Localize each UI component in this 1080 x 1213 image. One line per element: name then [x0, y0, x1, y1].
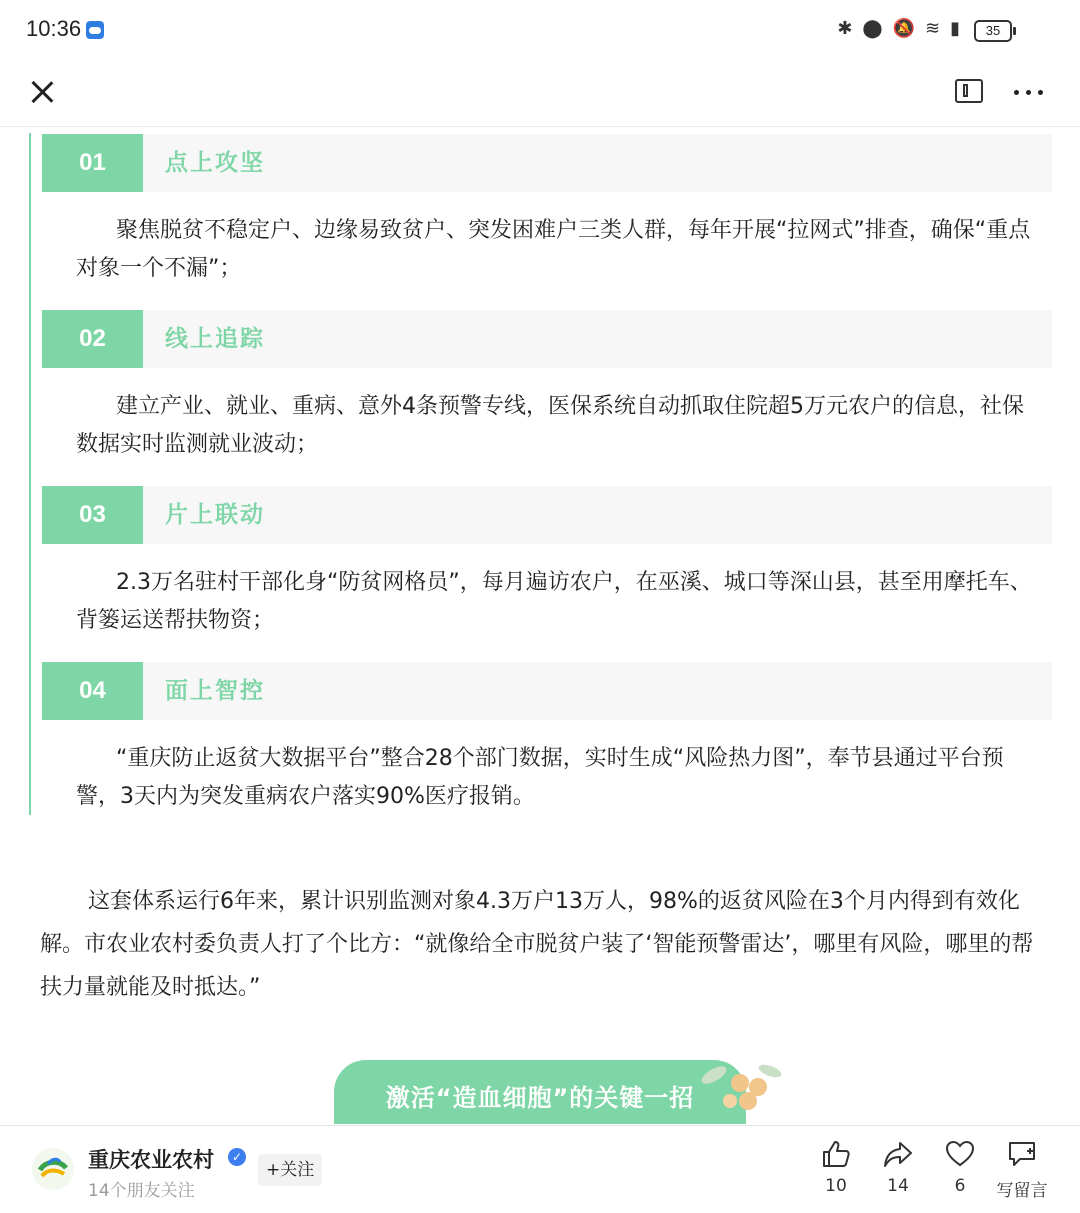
system-icons: [837, 18, 960, 39]
section-divider-line: [29, 133, 31, 815]
section-2: [42, 310, 1052, 457]
friends-following: 14个朋友关注: [88, 1181, 195, 1201]
section-header: [42, 486, 1052, 544]
section-body: 建立产业、就业、重病、意外4条预警专线，医保系统自动抓取住院超5万元农户的信息，社保数据实时监测就业波动；: [76, 394, 1024, 457]
summary-paragraph: 这套体系运行6年来，累计识别监测对象4.3万户13万人，98%的返贫风险在3个月内得到有效化解。市农业农村委负责人打了个比方：“就像给全市脱贫户装了‘智能预警雷达’，哪里有风险，哪里的帮扶力量就能及时抵达。”: [40, 889, 1034, 1000]
bluetooth-icon: ✱: [837, 18, 853, 39]
favorite-count: 6: [954, 1176, 966, 1196]
share-button[interactable]: [868, 1138, 928, 1196]
banner-title: 激活“造血细胞”的关键一招: [385, 1084, 695, 1112]
mute-icon: 🔕: [892, 18, 915, 39]
section-number: 03: [42, 486, 143, 544]
section-header: [42, 134, 1052, 192]
more-options-icon[interactable]: [1012, 82, 1046, 102]
section-3: [42, 486, 1052, 633]
top-bar: [0, 62, 1080, 127]
status-time: 10:36: [26, 16, 82, 41]
section-number: 02: [42, 310, 143, 368]
bottom-bar: [0, 1125, 1080, 1213]
section-body: 聚焦脱贫不稳定户、边缘易致贫户、突发困难户三类人群，每年开展“拉网式”排查，确保“重点对象一个不漏”；: [76, 218, 1031, 281]
section-number: 04: [42, 662, 143, 720]
thumbs-up-icon: [820, 1138, 852, 1170]
section-header: [42, 662, 1052, 720]
section-title: 片上联动: [165, 502, 265, 528]
loquat-decoration-icon: [700, 1057, 790, 1117]
section-body: “重庆防止返贫大数据平台”整合28个部门数据，实时生成“风险热力图”，奉节县通过平台预警，3天内为突发重病农户落实90%医疗报销。: [76, 746, 1004, 809]
section-title: 线上追踪: [165, 326, 265, 352]
section-number: 01: [42, 134, 143, 192]
section-4: [42, 662, 1052, 809]
section-body: 2.3万名驻村干部化身“防贫网格员”，每月遍访农户，在巫溪、城口等深山县，甚至用摩托车、背篓运送帮扶物资；: [76, 570, 1032, 633]
subheading-banner: [334, 1060, 746, 1124]
wifi-icon: ≋: [925, 18, 941, 39]
section-header: [42, 310, 1052, 368]
share-count: 14: [887, 1176, 909, 1196]
battery-level: 35: [985, 23, 1001, 38]
reader-mode-icon[interactable]: [955, 79, 983, 103]
follow-button[interactable]: +关注: [258, 1154, 322, 1186]
cloud-notification-icon: [86, 21, 104, 39]
like-button[interactable]: [806, 1138, 866, 1196]
account-logo-icon[interactable]: [32, 1148, 74, 1190]
section-1: [42, 134, 1052, 281]
comment-label: 写留言: [996, 1181, 1048, 1201]
favorite-button[interactable]: [930, 1138, 990, 1196]
status-bar: [0, 0, 1080, 62]
share-arrow-icon: [882, 1138, 914, 1170]
account-name[interactable]: 重庆农业农村: [88, 1148, 214, 1172]
section-title: 面上智控: [165, 678, 265, 704]
comment-icon: [1006, 1138, 1038, 1170]
battery-icon: [974, 20, 1012, 42]
signal-icon: ▮: [950, 18, 960, 39]
close-icon[interactable]: [26, 76, 58, 108]
section-title: 点上攻坚: [165, 150, 265, 176]
heart-icon: [944, 1138, 976, 1170]
comment-button[interactable]: [992, 1138, 1052, 1201]
article-content: [0, 127, 1080, 1125]
location-icon: ⬤: [862, 18, 883, 39]
like-count: 10: [825, 1176, 847, 1196]
verified-icon: ✓: [228, 1148, 246, 1166]
